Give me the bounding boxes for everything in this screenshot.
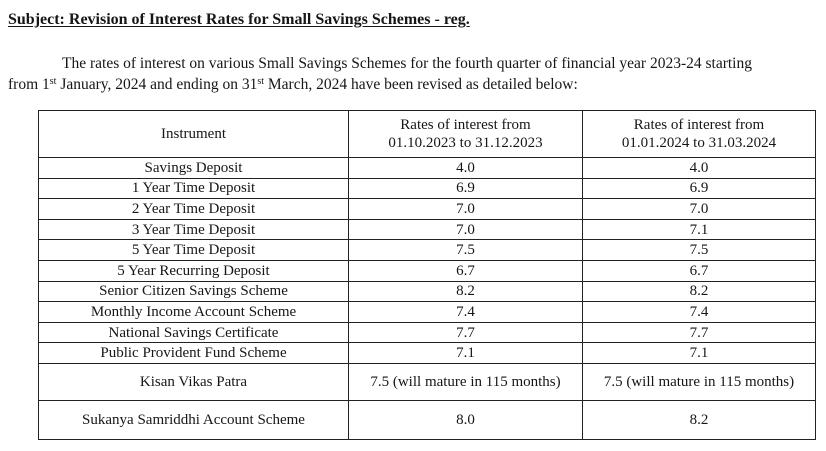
rate-previous: 7.5 — [349, 240, 583, 261]
instrument-name: Sukanya Samriddhi Account Scheme — [39, 400, 349, 439]
rate-previous: 7.5 (will mature in 115 months) — [349, 363, 583, 400]
rate-current: 7.1 — [583, 343, 816, 364]
header-instrument: Instrument — [39, 111, 349, 158]
header-col3-line2: 01.01.2024 to 31.03.2024 — [621, 135, 777, 151]
table-row — [39, 199, 816, 220]
rate-current: 7.4 — [583, 302, 816, 323]
instrument-name: 5 Year Time Deposit — [39, 240, 349, 261]
rate-current: 7.0 — [583, 199, 816, 220]
intro-line-1: The rates of interest on various Small Savings Schemes for the fourth quarter of financial year 2023-24 starting — [62, 55, 752, 72]
table-row — [39, 343, 816, 364]
rate-current: 4.0 — [583, 158, 816, 179]
table-row — [39, 158, 816, 179]
table-row — [39, 281, 816, 302]
rate-current: 7.7 — [583, 322, 816, 343]
intro-text-c: March, 2024 have been revised as detailed below: — [264, 76, 578, 93]
instrument-name: Public Provident Fund Scheme — [39, 343, 349, 364]
header-rates-current-quarter — [583, 111, 816, 158]
intro-text-a: from 1 — [8, 76, 50, 93]
table-header-row — [39, 111, 816, 158]
table-row — [39, 363, 816, 400]
instrument-name: Monthly Income Account Scheme — [39, 302, 349, 323]
header-col3-line1: Rates of interest from — [633, 117, 765, 133]
instrument-name: Kisan Vikas Patra — [39, 363, 349, 400]
rate-previous: 8.0 — [349, 400, 583, 439]
rate-current: 7.1 — [583, 219, 816, 240]
instrument-name: 1 Year Time Deposit — [39, 178, 349, 199]
intro-superscript-1: st — [49, 76, 57, 87]
rate-previous: 8.2 — [349, 281, 583, 302]
rate-previous: 7.4 — [349, 302, 583, 323]
intro-text-b: January, 2024 and ending on 31 — [56, 76, 258, 93]
rate-previous: 7.0 — [349, 219, 583, 240]
instrument-name: Senior Citizen Savings Scheme — [39, 281, 349, 302]
rate-previous: 6.9 — [349, 178, 583, 199]
rate-previous: 7.1 — [349, 343, 583, 364]
rate-current: 7.5 — [583, 240, 816, 261]
rate-previous: 4.0 — [349, 158, 583, 179]
table-row — [39, 302, 816, 323]
rate-previous: 6.7 — [349, 260, 583, 281]
table-row — [39, 400, 816, 439]
intro-paragraph — [8, 53, 820, 95]
header-col2-line1: Rates of interest from — [400, 117, 531, 133]
header-col2-line2: 01.10.2023 to 31.12.2023 — [388, 135, 543, 151]
header-rates-previous-quarter — [349, 111, 583, 158]
rate-current: 7.5 (will mature in 115 months) — [583, 363, 816, 400]
intro-line-2 — [8, 74, 820, 95]
intro-superscript-2: st — [257, 76, 264, 87]
table-row — [39, 260, 816, 281]
instrument-name: 2 Year Time Deposit — [39, 199, 349, 220]
rate-previous: 7.7 — [349, 322, 583, 343]
instrument-name: 5 Year Recurring Deposit — [39, 260, 349, 281]
rate-current: 8.2 — [583, 281, 816, 302]
rate-current: 8.2 — [583, 400, 816, 439]
instrument-name: 3 Year Time Deposit — [39, 219, 349, 240]
rate-current: 6.7 — [583, 260, 816, 281]
rate-previous: 7.0 — [349, 199, 583, 220]
interest-rates-table — [38, 110, 816, 440]
table-row — [39, 240, 816, 261]
table-row — [39, 178, 816, 199]
rate-current: 6.9 — [583, 178, 816, 199]
table-row — [39, 322, 816, 343]
table-row — [39, 219, 816, 240]
instrument-name: Savings Deposit — [39, 158, 349, 179]
subject-heading: Subject: Revision of Interest Rates for Small Savings Schemes - reg. — [8, 11, 470, 28]
instrument-name: National Savings Certificate — [39, 322, 349, 343]
